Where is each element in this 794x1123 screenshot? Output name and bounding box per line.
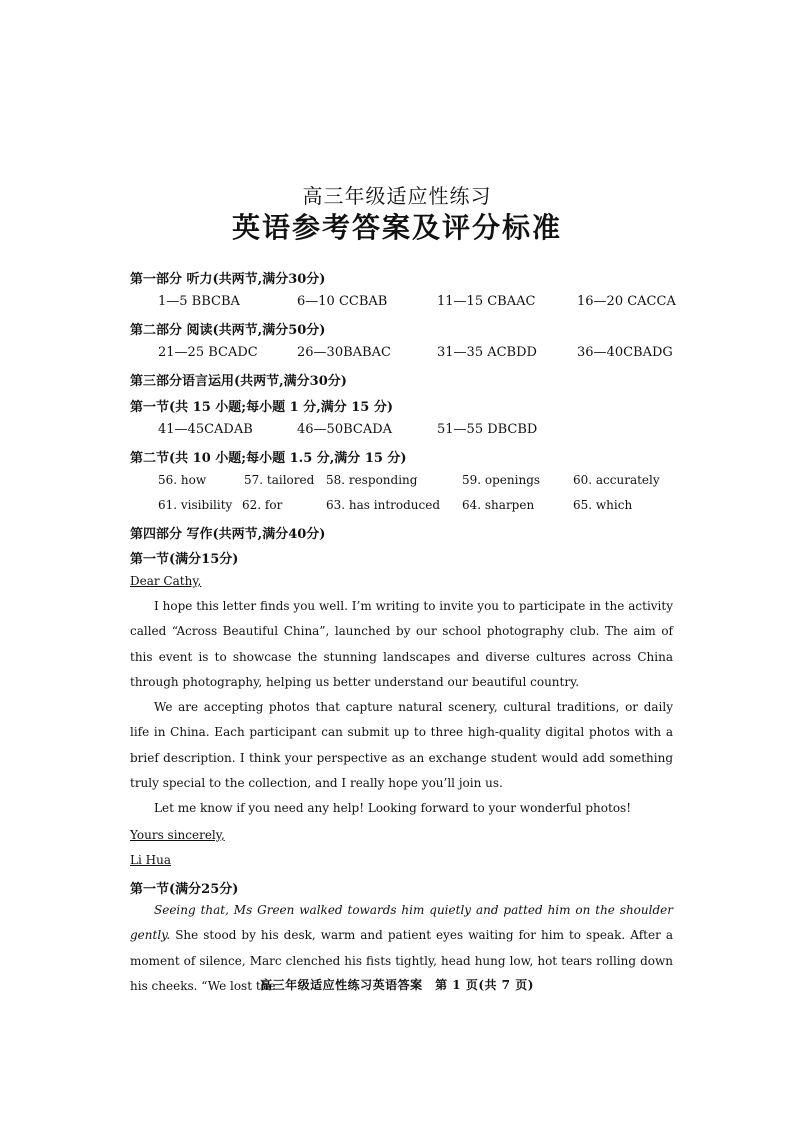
answer-group: 21—25 BCADC — [158, 345, 258, 360]
answer-word: 65. which — [573, 498, 633, 512]
answer-group: 51—55 DBCBD — [437, 422, 538, 437]
answer-group: 26—30BABAC — [297, 345, 391, 360]
story-continuation: She stood by his desk, warm and patient eyes waiting for him to speak. After a moment of silence, Marc clenched his fists tightly, head hung low, hot tears rolling down his cheeks. “We lost the — [130, 928, 673, 994]
answer-word: 64. sharpen — [462, 498, 535, 512]
answer-word: 57. tailored — [244, 473, 315, 487]
part3-section1-heading: 第一节(共 15 小题;每小题 1 分,满分 15 分) — [130, 400, 394, 415]
letter-closing: Yours sincerely, — [130, 828, 225, 842]
part2-heading: 第二部分 阅读(共两节,满分50分) — [130, 323, 326, 338]
answer-word: 56. how — [158, 473, 207, 487]
answer-group: 36—40CBADG — [577, 345, 673, 360]
answer-group: 31—35 ACBDD — [437, 345, 537, 360]
letter-signature: Li Hua — [130, 853, 171, 867]
page-footer: 高三年级适应性练习英语答案 第 1 页(共 7 页) — [260, 978, 534, 992]
answer-word: 59. openings — [462, 473, 541, 487]
letter-salutation: Dear Cathy, — [130, 574, 202, 588]
exam-title: 高三年级适应性练习 — [302, 184, 492, 208]
answer-group: 46—50BCADA — [297, 422, 393, 437]
answer-word: 61. visibility — [158, 498, 233, 512]
letter-paragraph: Let me know if you need any help! Looking forward to your wonderful photos! — [154, 801, 632, 815]
letter-paragraph: I hope this letter finds you well. I’m writing to invite you to participate in the activity called “Across Beautiful China”, launched by our school photography club. The aim of this event is to showcase the stunning landscapes and diverse cultures across China through photography, helping us better understand our beautiful country. — [130, 599, 673, 690]
part3-section2-heading: 第二节(共 10 小题;每小题 1.5 分,满分 15 分) — [130, 451, 407, 466]
answer-word: 58. responding — [326, 473, 418, 487]
answer-group: 11—15 CBAAC — [437, 294, 536, 309]
letter-paragraph: We are accepting photos that capture natural scenery, cultural traditions, or daily life in China. Each participant can submit up to three high-quality digital photos with a brief description. I think your perspective as an exchange student would add something truly special to the collection, and I really hope you’ll join us. — [130, 700, 673, 791]
part3-heading: 第三部分语言运用(共两节,满分30分) — [130, 374, 347, 389]
answer-word: 62. for — [242, 498, 283, 512]
answer-group: 16—20 CACCA — [577, 294, 676, 309]
part4-section1-heading: 第一节(满分15分) — [130, 552, 239, 567]
document-title: 英语参考答案及评分标准 — [231, 211, 562, 244]
answer-word: 60. accurately — [573, 473, 660, 487]
part1-heading: 第一部分 听力(共两节,满分30分) — [130, 272, 326, 287]
answer-group: 41—45CADAB — [158, 422, 253, 437]
answer-group: 1—5 BBCBA — [158, 294, 240, 309]
answer-word: 63. has introduced — [326, 498, 441, 512]
part4-heading: 第四部分 写作(共两节,满分40分) — [130, 527, 326, 542]
part4-section2-heading: 第一节(满分25分) — [130, 882, 239, 897]
story-opening-sentence: Seeing that, Ms Green walked towards him quietly and patted him on the shoulder gently. — [130, 903, 673, 943]
answer-group: 6—10 CCBAB — [297, 294, 388, 309]
